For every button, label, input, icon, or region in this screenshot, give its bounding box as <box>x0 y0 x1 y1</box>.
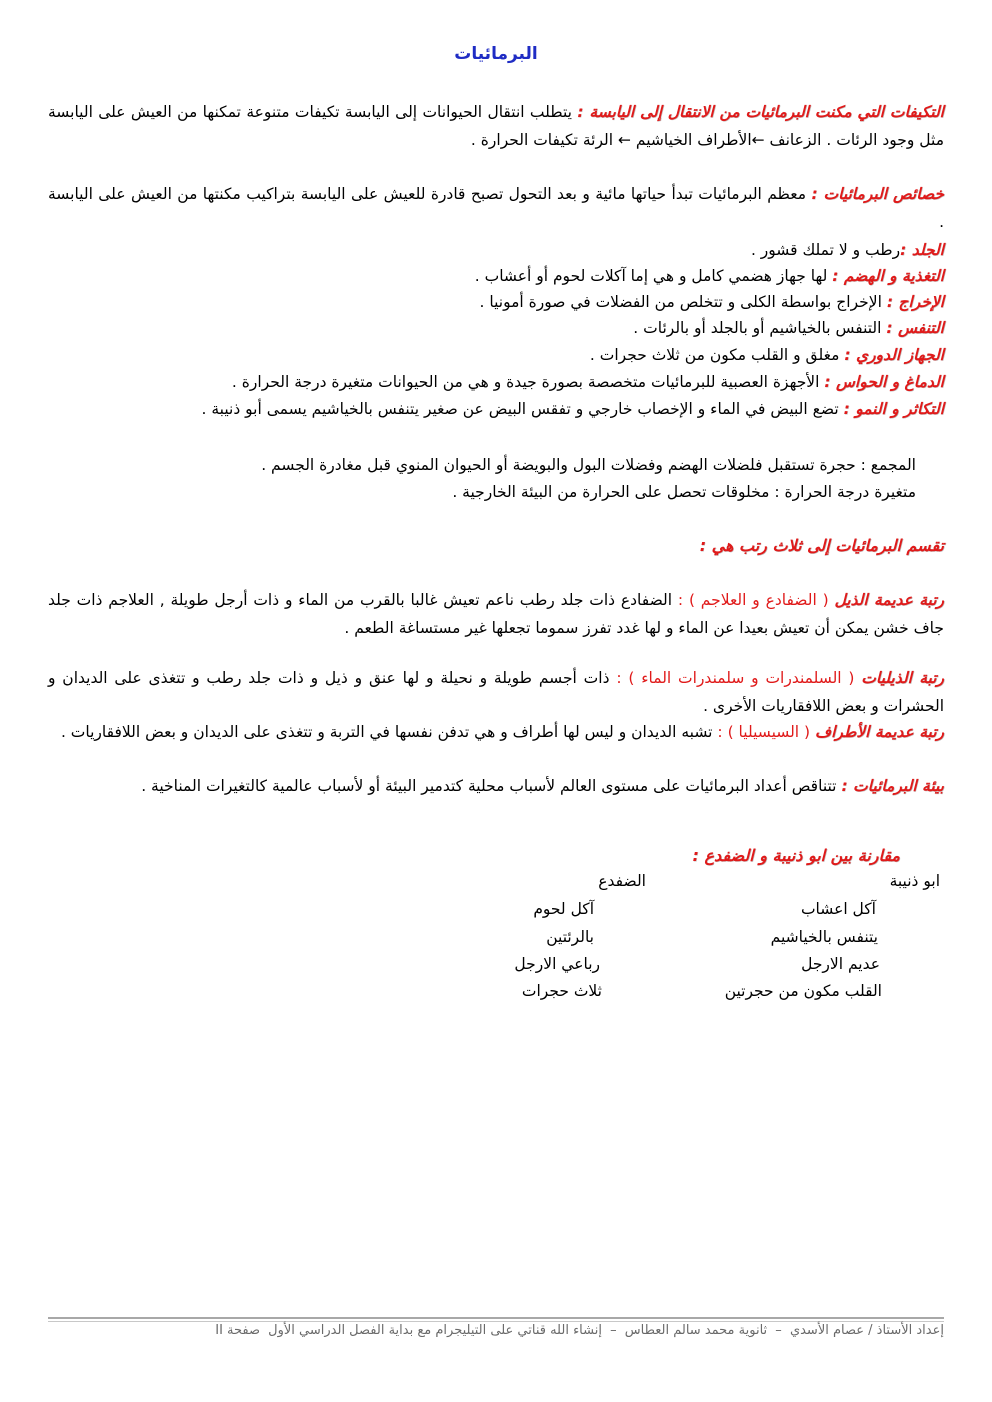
comparison-header-frog: الضفدع <box>598 872 646 890</box>
characteristic-reproduction <box>202 395 944 423</box>
characteristic-nutrition <box>475 262 944 290</box>
footer-divider-thin <box>48 1321 944 1322</box>
note-cloaca: المجمع : حجرة تستقبل فلضلات الهضم وفضلات البول والبويضة أو الحيوان المنوي قبل مغادرة الجسم . <box>261 456 916 474</box>
amphibian-environment <box>48 772 944 800</box>
order-caudata <box>48 664 944 720</box>
order-anura <box>48 586 944 642</box>
comparison-cell: القلب مكون من حجرتين <box>724 982 882 1000</box>
comparison-heading-text: مقارنة بين ابو ذنيبة و الضفدع : <box>692 846 900 865</box>
characteristic-text: الأجهزة العصبية للبرمائيات متخصصة بصورة جيدة و هي من الحيوانات متغيرة درجة الحرارة . <box>231 373 820 391</box>
characteristic-respiration <box>633 314 944 342</box>
characteristic-circulation <box>590 341 944 369</box>
page-title: البرمائيات <box>454 44 538 64</box>
footer-page-number: صفحة II <box>215 1323 261 1338</box>
order-label: رتبة الذيليات <box>861 669 944 687</box>
characteristics-label: خصائص البرمائيات : <box>811 185 944 203</box>
comparison-cell: يتنفس بالخياشيم <box>770 928 878 946</box>
order-examples: ( السلمندرات و سلمندرات الماء ) : <box>616 669 855 687</box>
characteristic-text: الإخراج بواسطة الكلى و تتخلص من الفضلات في صورة أمونيا . <box>479 293 882 311</box>
environment-label: بيئة البرمائيات : <box>841 777 944 795</box>
comparison-cell: ثلاث حجرات <box>521 982 602 1000</box>
order-label: رتبة عديمة الذيل <box>834 591 944 609</box>
characteristic-text: لها جهاز هضمي كامل و هي إما آكلات لحوم أو أعشاب . <box>474 267 828 285</box>
order-text: ذات أجسم طويلة و نحيلة و لها عنق و ذيل و ذات جلد رطب و تتغذى على الديدان و الحشرات و بعض اللافقاريات الأخرى . <box>48 669 944 715</box>
characteristic-excretion <box>480 288 944 316</box>
adaptations-paragraph <box>48 98 944 154</box>
adaptations-label: التكيفات التي مكنت البرمائيات من الانتقال إلى اليابسة : <box>577 103 944 121</box>
order-text: الضفادع ذات جلد رطب ناعم تعيش غالبا بالقرب من الماء و ذات أرجل طويلة , العلاجم ذات جلد جاف خشن يمكن أن تعيش بعيدا عن الماء و لها غدد تفرز سموما تجعلها غير مستساغة الطعم . <box>48 591 944 637</box>
order-label: رتبة عديمة الأطراف <box>815 723 944 741</box>
order-text: تشبه الديدان و ليس لها أطراف و هي تدفن نفسها في التربة و تتغذى على الديدان و بعض اللافقاريات . <box>60 723 713 741</box>
order-examples: ( الضفادع و العلاجم ) : <box>677 591 829 609</box>
characteristic-label: التنفس : <box>886 319 944 337</box>
characteristic-brain <box>232 368 944 396</box>
footer-separator: – <box>775 1323 782 1338</box>
page-footer <box>211 1323 944 1338</box>
orders-heading <box>700 532 944 560</box>
adaptations-text: يتطلب انتقال الحيوانات إلى اليابسة تكيفات متنوعة تمكنها من العيش على اليابسة مثل وجود الرئات . الزعانف ←الأطراف الخياشيم ← الرئة تكيفات الحرارة . <box>48 103 944 149</box>
orders-heading-text: تقسم البرمائيات إلى ثلاث رتب هي : <box>699 536 944 555</box>
comparison-cell: رباعي الارجل <box>514 955 600 973</box>
comparison-cell: بالرئتين <box>546 928 594 946</box>
characteristic-text: مغلق و القلب مكون من ثلاث حجرات . <box>589 346 840 364</box>
characteristics-paragraph <box>48 180 944 236</box>
comparison-heading <box>692 846 900 865</box>
order-apoda <box>48 718 944 746</box>
comparison-cell: عديم الارجل <box>801 955 880 973</box>
comparison-cell: آكل لحوم <box>533 900 594 918</box>
footer-separator: – <box>610 1323 617 1338</box>
footer-divider <box>48 1317 944 1319</box>
characteristic-label: التغذية و الهضم : <box>832 267 944 285</box>
characteristic-text: رطب و لا تملك قشور . <box>750 241 901 259</box>
footer-channel: إنشاء الله قناتي على التيليجرام مع بداية الفصل الدراسي الأول <box>268 1323 602 1338</box>
order-examples: ( السيسيليا ) : <box>717 723 811 741</box>
comparison-cell: آكل اعشاب <box>800 900 876 918</box>
characteristic-label: الدماغ و الحواس : <box>824 373 944 391</box>
characteristic-skin <box>751 236 944 264</box>
note-ectotherm: متغيرة درجة الحرارة : مخلوقات تحصل على الحرارة من البيئة الخارجية . <box>452 483 916 501</box>
characteristic-label: التكاثر و النمو : <box>843 400 944 418</box>
comparison-header-tadpole: ابو ذنيبة <box>889 872 940 890</box>
footer-school: ثانوية محمد سالم العطاس <box>624 1323 768 1338</box>
characteristic-text: تضع البيض في الماء و الإخصاب خارجي و تفقس البيض عن صغير يتنفس بالخياشيم يسمى أبو ذنيبة . <box>201 400 839 418</box>
characteristic-label: الإخراج : <box>886 293 944 311</box>
footer-author: إعداد الأستاذ / عصام الأسدي <box>789 1323 944 1338</box>
characteristics-text: معظم البرمائيات تبدأ حياتها مائية و بعد التحول تصبح قادرة للعيش على اليابسة بتراكيب مكنتها من العيش على اليابسة . <box>48 185 944 231</box>
environment-text: تتناقص أعداد البرمائيات على مستوى العالم لأسباب محلية كتدمير البيئة أو لأسباب عالمية كالتغيرات المناخية . <box>141 777 837 795</box>
characteristic-label: الجلد : <box>900 241 944 259</box>
characteristic-text: التنفس بالخياشيم أو بالجلد أو بالرئات . <box>633 319 882 337</box>
characteristic-label: الجهاز الدوري : <box>844 346 944 364</box>
